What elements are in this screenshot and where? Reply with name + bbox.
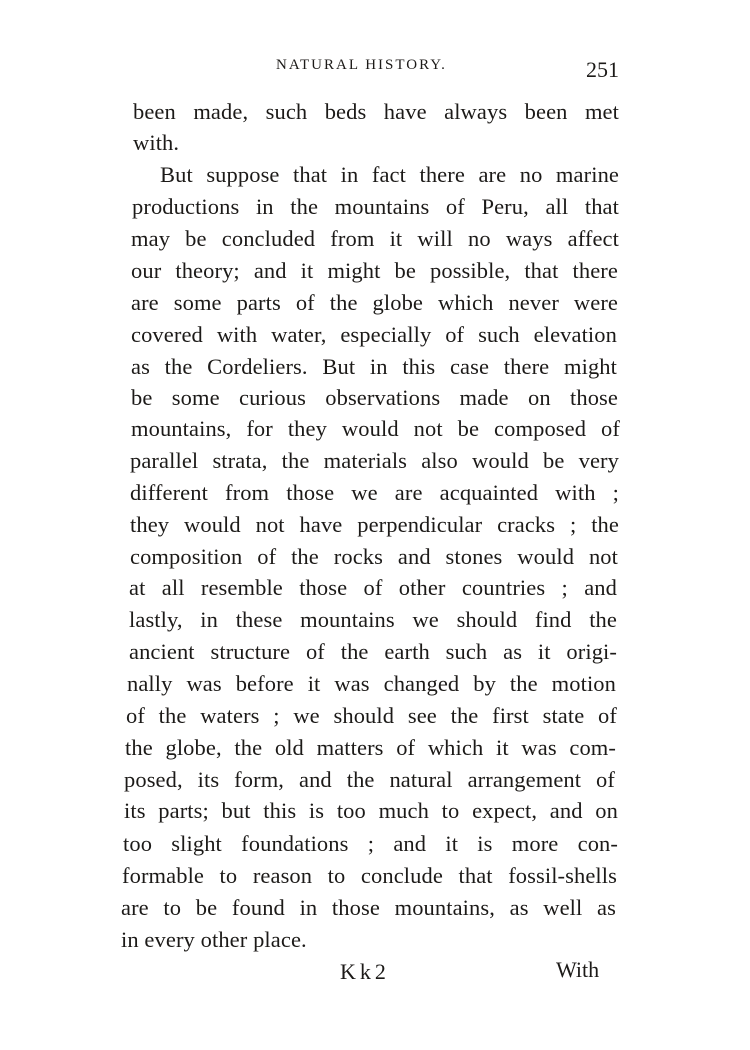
signature-mark: Kk2 [340,959,390,984]
text-line: posed, its form, and the natural arrangement of [124,767,615,792]
text-line: formable to reason to conclude that fossil-shells [122,863,617,888]
text-line: they would not have perpendicular cracks ; the [130,512,619,537]
text-line: with. [133,130,180,155]
page-number: 251 [586,57,619,82]
text-line: as the Cordeliers. But in this case there might [131,354,617,379]
text-line: may be concluded from it will no ways affect [131,226,619,251]
text-line: been made, such beds have always been met [133,99,619,124]
text-line: lastly, in these mountains we should find the [129,607,617,632]
text-line: But suppose that in fact there are no marine [160,162,619,187]
text-line: of the waters ; we should see the first state of [126,703,617,728]
text-line: the globe, the old matters of which it was com- [125,735,616,760]
text-line: composition of the rocks and stones would not [130,544,618,569]
text-line: our theory; and it might be possible, that there [131,258,618,283]
text-line: covered with water, especially of such elevation [131,322,617,347]
text-line: ancient structure of the earth such as it origi- [129,639,617,664]
text-line: parallel strata, the materials also would be very [130,448,619,473]
text-line: too slight foundations ; and it is more con- [123,831,618,856]
text-line: in every other place. [121,927,307,952]
text-line: mountains, for they would not be composed of [131,416,620,441]
text-line: different from those we are acquainted with ; [130,480,619,505]
text-line: be some curious observations made on those [131,385,618,410]
text-line: are some parts of the globe which never were [131,290,618,315]
text-line: its parts; but this is too much to expect, and on [124,798,618,823]
catchword: With [556,957,600,982]
running-head: NATURAL HISTORY. [276,57,447,73]
text-line: are to be found in those mountains, as well as [121,895,616,920]
text-line: nally was before it was changed by the motion [127,671,616,696]
text-line: at all resemble those of other countries ; and [129,575,617,600]
text-line: productions in the mountains of Peru, all that [132,194,619,219]
